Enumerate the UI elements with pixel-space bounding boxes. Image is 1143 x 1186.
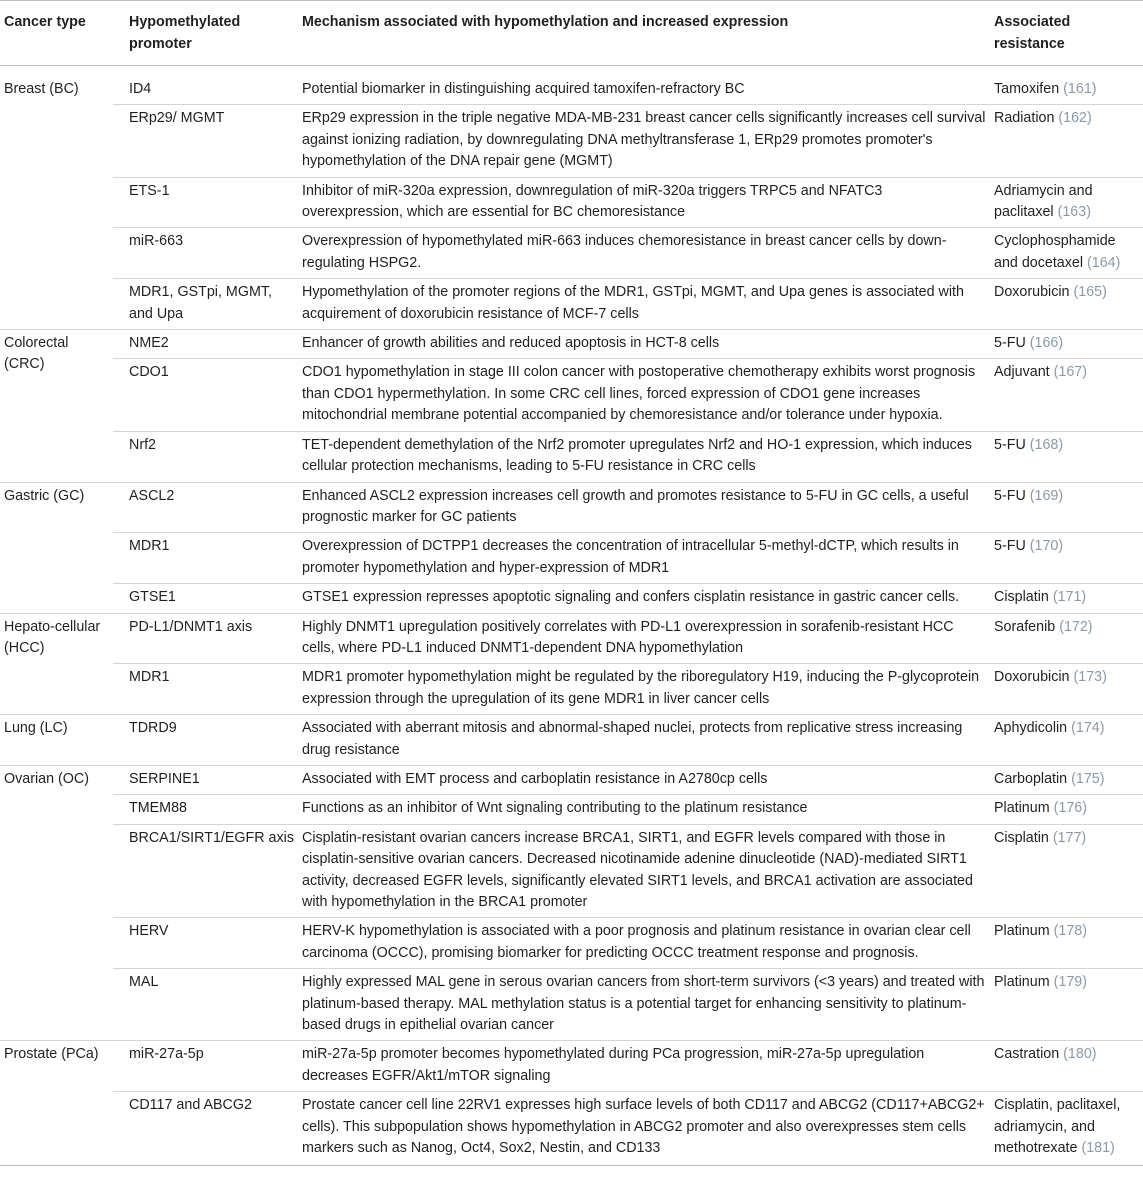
resistance-drug: 5-FU	[994, 436, 1026, 453]
promoter-cell: miR-663	[113, 228, 298, 279]
promoter-cell: GTSE1	[113, 584, 298, 613]
promoter-cell: Nrf2	[113, 431, 298, 482]
resistance-cell	[990, 1041, 1143, 1092]
reference-link[interactable]: (162)	[1058, 110, 1092, 127]
table-row	[0, 715, 1143, 766]
table-row	[0, 177, 1143, 228]
table-row	[0, 765, 1143, 794]
table-row	[0, 1092, 1143, 1166]
promoter-cell: MDR1	[113, 533, 298, 584]
reference-link[interactable]: (175)	[1071, 770, 1105, 787]
resistance-drug: Carboplatin	[994, 770, 1068, 787]
reference-link[interactable]: (173)	[1073, 669, 1107, 686]
reference-link[interactable]: (177)	[1052, 829, 1087, 846]
resistance-drug: Cisplatin, paclitaxel, adriamycin, and methotrexate	[994, 1097, 1121, 1157]
promoter-cell: TDRD9	[113, 715, 298, 766]
mechanism-cell: Highly DNMT1 upregulation positively correlates with PD-L1 overexpression in sorafenib-resistant HCC cells, where PD-L1 induced DNMT1-dependent DNA hypomethylation	[298, 613, 990, 664]
reference-link[interactable]: (165)	[1073, 284, 1107, 301]
promoter-cell: CDO1	[113, 359, 298, 431]
table-row	[0, 105, 1143, 177]
promoter-cell: MDR1	[113, 664, 298, 715]
table-row	[0, 330, 1143, 359]
mechanism-cell: Associated with EMT process and carboplatin resistance in A2780cp cells	[298, 765, 990, 794]
cancer-type-cell: Breast (BC)	[0, 66, 113, 330]
table-row	[0, 431, 1143, 482]
resistance-cell	[990, 664, 1143, 715]
resistance-cell	[990, 330, 1143, 359]
mechanism-cell: Highly expressed MAL gene in serous ovarian cancers from short-term survivors (<3 years) and treated with platinum-based therapy. MAL methylation status is a potential target for enhancing sensitivity to platinum-based drugs in epithelial ovarian cancer	[298, 969, 990, 1041]
resistance-cell	[990, 613, 1143, 664]
cancer-type-cell: Lung (LC)	[0, 715, 113, 766]
resistance-drug: 5-FU	[994, 487, 1026, 504]
reference-link[interactable]: (164)	[1087, 254, 1121, 271]
promoter-cell: ETS-1	[113, 177, 298, 228]
reference-link[interactable]: (180)	[1063, 1046, 1097, 1063]
resistance-drug: Platinum	[994, 923, 1050, 940]
resistance-cell	[990, 795, 1143, 824]
cancer-type-cell: Hepato-cellular (HCC)	[0, 613, 113, 715]
resistance-cell	[990, 918, 1143, 969]
resistance-drug: Adriamycin and paclitaxel	[994, 182, 1093, 221]
promoter-cell: HERV	[113, 918, 298, 969]
reference-link[interactable]: (174)	[1071, 720, 1105, 737]
cancer-type-cell: Ovarian (OC)	[0, 765, 113, 1040]
reference-link[interactable]: (167)	[1053, 364, 1088, 381]
mechanism-cell: miR-27a-5p promoter becomes hypomethylated during PCa progression, miR-27a-5p upregulation decreases EGFR/Akt1/mTOR signaling	[298, 1041, 990, 1092]
resistance-drug: Cisplatin	[994, 829, 1049, 846]
resistance-drug: Cisplatin	[994, 589, 1049, 606]
mechanism-cell: Cisplatin-resistant ovarian cancers increase BRCA1, SIRT1, and EGFR levels compared with those in cisplatin-sensitive ovarian cancers. Decreased nicotinamide adenine dinucleotide (NAD)-mediated SIRT1 activity, decreased EGFR levels, significantly elevated SIRT1 levels, and BRCA1 activation are associated with hypomethylation in the BRCA1 promoter	[298, 824, 990, 918]
promoter-cell: ERp29/ MGMT	[113, 105, 298, 177]
resistance-cell	[990, 765, 1143, 794]
resistance-drug: Cyclophosphamide and docetaxel	[994, 233, 1116, 271]
header-mechanism: Mechanism associated with hypomethylation and increased expression	[298, 1, 990, 66]
mechanism-cell: Potential biomarker in distinguishing acquired tamoxifen-refractory BC	[298, 66, 990, 105]
resistance-drug: Doxorubicin	[994, 669, 1070, 686]
resistance-cell	[990, 279, 1143, 330]
resistance-cell	[990, 584, 1143, 613]
resistance-drug: Platinum	[994, 974, 1050, 991]
table-row	[0, 533, 1143, 584]
table-row	[0, 664, 1143, 715]
mechanism-cell: Enhancer of growth abilities and reduced apoptosis in HCT-8 cells	[298, 330, 990, 359]
promoter-cell: SERPINE1	[113, 765, 298, 794]
table-row	[0, 279, 1143, 330]
promoter-cell: BRCA1/SIRT1/EGFR axis	[113, 824, 298, 918]
promoter-cell: NME2	[113, 330, 298, 359]
reference-link[interactable]: (166)	[1029, 335, 1064, 352]
reference-link[interactable]: (168)	[1029, 436, 1064, 453]
reference-link[interactable]: (169)	[1029, 487, 1064, 504]
resistance-drug: 5-FU	[994, 538, 1026, 555]
resistance-drug: Castration	[994, 1046, 1060, 1063]
resistance-cell	[990, 359, 1143, 431]
mechanism-cell: Hypomethylation of the promoter regions of the MDR1, GSTpi, MGMT, and Upa genes is associated with acquirement of doxorubicin resistance of MCF-7 cells	[298, 279, 990, 330]
resistance-cell	[990, 66, 1143, 105]
resistance-drug: Aphydicolin	[994, 720, 1068, 737]
mechanism-cell: Overexpression of DCTPP1 decreases the concentration of intracellular 5-methyl-dCTP, which results in promoter hypomethylation and hyper-expression of MDR1	[298, 533, 990, 584]
mechanism-cell: Functions as an inhibitor of Wnt signaling contributing to the platinum resistance	[298, 795, 990, 824]
resistance-drug: Radiation	[994, 110, 1055, 127]
reference-link[interactable]: (176)	[1053, 800, 1087, 817]
table-row	[0, 482, 1143, 533]
reference-link[interactable]: (181)	[1081, 1140, 1115, 1157]
resistance-cell	[990, 1092, 1143, 1166]
resistance-cell	[990, 482, 1143, 533]
reference-link[interactable]: (179)	[1053, 974, 1087, 991]
table-row	[0, 795, 1143, 824]
resistance-drug: Doxorubicin	[994, 284, 1070, 301]
resistance-cell	[990, 533, 1143, 584]
table-row	[0, 613, 1143, 664]
header-cancer-type: Cancer type	[0, 1, 113, 66]
cancer-type-cell: Prostate (PCa)	[0, 1041, 113, 1166]
mechanism-cell: GTSE1 expression represses apoptotic signaling and confers cisplatin resistance in gastric cancer cells.	[298, 584, 990, 613]
table-row	[0, 969, 1143, 1041]
promoter-cell: MDR1, GSTpi, MGMT, and Upa	[113, 279, 298, 330]
promoter-cell: ASCL2	[113, 482, 298, 533]
resistance-drug: Tamoxifen	[994, 81, 1060, 97]
table-row	[0, 584, 1143, 613]
promoter-cell: miR-27a-5p	[113, 1041, 298, 1092]
mechanism-cell: Enhanced ASCL2 expression increases cell growth and promotes resistance to 5-FU in GC cells, a useful prognostic marker for GC patients	[298, 482, 990, 533]
resistance-drug: Platinum	[994, 800, 1050, 817]
promoter-cell: TMEM88	[113, 795, 298, 824]
resistance-cell	[990, 431, 1143, 482]
header-associated-resistance: Associated resistance	[990, 1, 1143, 66]
reference-link[interactable]: (171)	[1052, 589, 1087, 606]
promoter-cell: PD-L1/DNMT1 axis	[113, 613, 298, 664]
reference-link[interactable]: (172)	[1059, 618, 1093, 635]
promoter-cell: MAL	[113, 969, 298, 1041]
resistance-drug: 5-FU	[994, 335, 1026, 352]
mechanism-cell: CDO1 hypomethylation in stage III colon cancer with postoperative chemotherapy exhibits worst prognosis than CDO1 hypermethylation. In some CRC cell lines, forced expression of CDO1 gene increases mitochondrial membrane potential accompanied by chemoresistance and/or tolerance under hypoxia.	[298, 359, 990, 431]
mechanism-cell: ERp29 expression in the triple negative MDA-MB-231 breast cancer cells significantly increases cell survival against ionizing radiation, by downregulating DNA methyltransferase 1, ERp29 promotes promoter's hypomethylation of the DNA repair gene (MGMT)	[298, 105, 990, 177]
mechanism-cell: Inhibitor of miR-320a expression, downregulation of miR-320a triggers TRPC5 and NFATC3 overexpression, which are essential for BC chemoresistance	[298, 177, 990, 228]
cancer-type-cell: Gastric (GC)	[0, 482, 113, 613]
header-hypomethylated-promoter: Hypomethylated promoter	[113, 1, 298, 66]
mechanism-cell: Overexpression of hypomethylated miR-663 induces chemoresistance in breast cancer cells by down-regulating HSPG2.	[298, 228, 990, 279]
resistance-cell	[990, 228, 1143, 279]
table-header	[0, 1, 1143, 66]
mechanism-cell: HERV-K hypomethylation is associated with a poor prognosis and platinum resistance in ovarian clear cell carcinoma (OCCC), promising biomarker for predicting OCCC treatment response and prognosis.	[298, 918, 990, 969]
resistance-cell	[990, 824, 1143, 918]
table-row	[0, 918, 1143, 969]
mechanism-cell: Prostate cancer cell line 22RV1 expresses high surface levels of both CD117 and ABCG2 (CD117+ABCG2+ cells). This subpopulation shows hypomethylation in ABCG2 promoter and also overexpresses stem cells markers such as Nanog, Oct4, Sox2, Nestin, and CD133	[298, 1092, 990, 1166]
table-row	[0, 359, 1143, 431]
resistance-cell	[990, 715, 1143, 766]
reference-link[interactable]: (163)	[1057, 204, 1091, 221]
promoter-cell: CD117 and ABCG2	[113, 1092, 298, 1166]
cancer-type-cell: Colorectal (CRC)	[0, 330, 113, 482]
resistance-drug: Adjuvant	[994, 364, 1050, 381]
mechanism-cell: MDR1 promoter hypomethylation might be regulated by the riboregulatory H19, inducing the P-glycoprotein expression through the upregulation of its gene MDR1 in liver cancer cells	[298, 664, 990, 715]
mechanism-cell: Associated with aberrant mitosis and abnormal-shaped nuclei, protects from replicative stress increasing drug resistance	[298, 715, 990, 766]
resistance-cell	[990, 177, 1143, 228]
table-row	[0, 824, 1143, 918]
table-row	[0, 66, 1143, 105]
reference-link[interactable]: (170)	[1029, 538, 1064, 555]
reference-link[interactable]: (161)	[1063, 81, 1097, 97]
reference-link[interactable]: (178)	[1053, 923, 1087, 940]
header-row	[0, 1, 1143, 66]
mechanism-cell: TET-dependent demethylation of the Nrf2 promoter upregulates Nrf2 and HO-1 expression, which induces cellular protection mechanisms, leading to 5-FU resistance in CRC cells	[298, 431, 990, 482]
table-row	[0, 1041, 1143, 1092]
promoter-cell: ID4	[113, 66, 298, 105]
table-body	[0, 66, 1143, 1166]
resistance-cell	[990, 969, 1143, 1041]
table-row	[0, 228, 1143, 279]
resistance-drug: Sorafenib	[994, 618, 1056, 635]
resistance-cell	[990, 105, 1143, 177]
